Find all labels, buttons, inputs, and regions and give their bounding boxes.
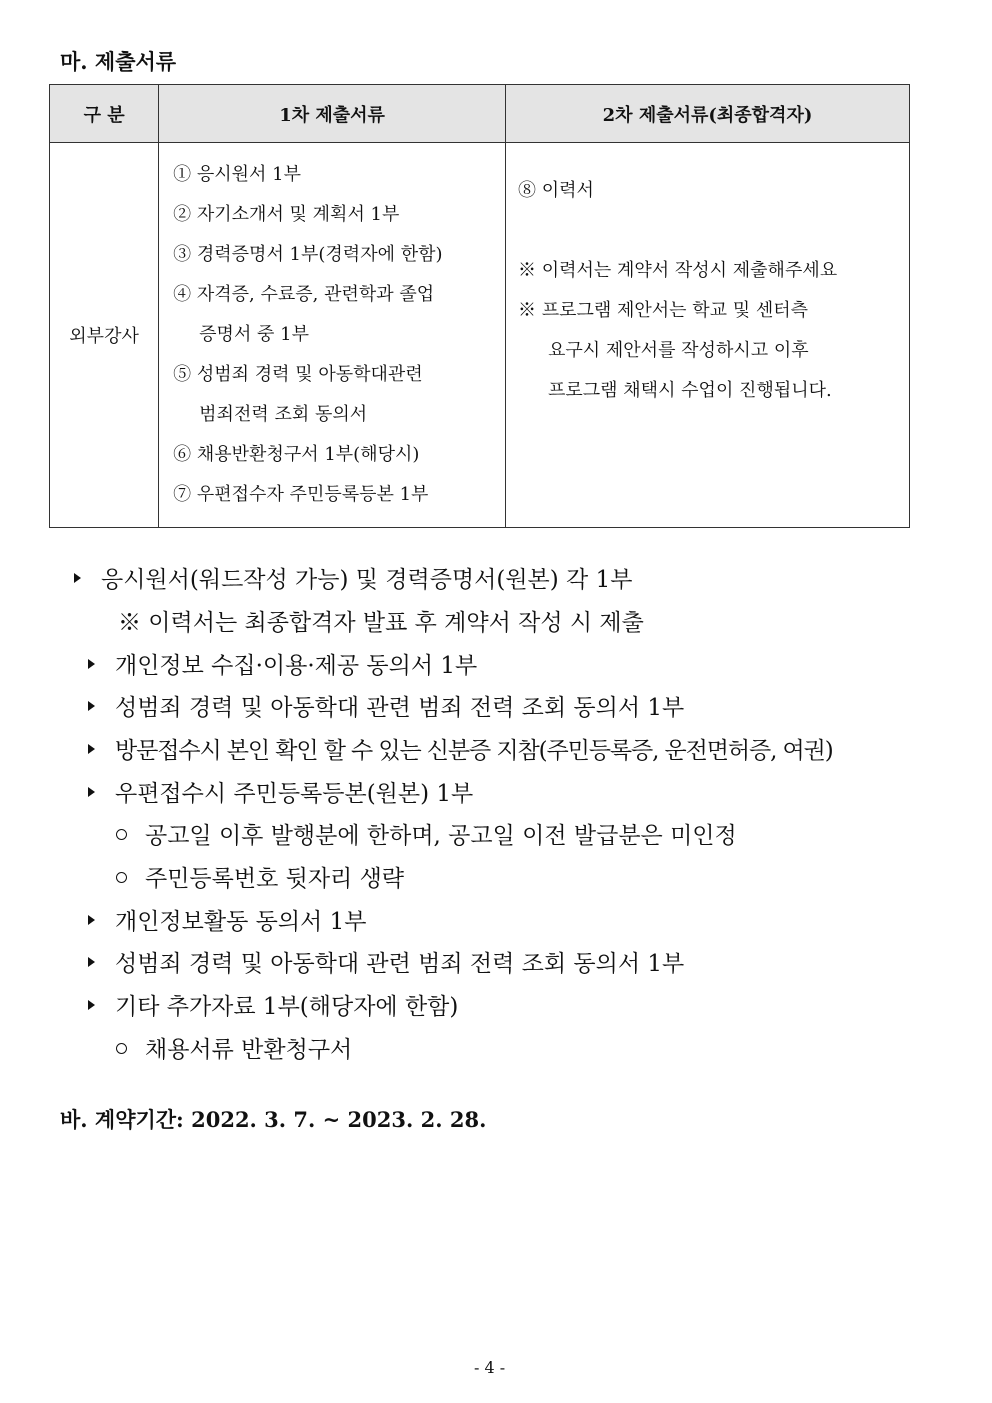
table-header-second-docs: 2차 제출서류(최종합격자) xyxy=(506,85,910,143)
triangle-bullet-icon xyxy=(88,701,95,711)
list-item-text: 공고일 이후 발행분에 한하며, 공고일 이전 발급분은 미인정 xyxy=(145,823,737,849)
list-item xyxy=(74,561,632,594)
list-item: ③ 경력증명서 1부(경력자에 한함) xyxy=(173,244,443,265)
list-item: ⑥ 채용반환청구서 1부(해당시) xyxy=(173,444,420,465)
note-continuation: 요구시 제안서를 작성하시고 이후 xyxy=(548,340,809,361)
list-item-text: 방문접수시 본인 확인 할 수 있는 신분증 지참(주민등록증, 운전면허증, 여권) xyxy=(115,738,833,764)
contract-period xyxy=(60,1104,486,1134)
list-item xyxy=(88,775,473,808)
list-item xyxy=(88,647,477,680)
note-item: ※ 프로그램 제안서는 학교 및 센터측 xyxy=(518,300,809,321)
triangle-bullet-icon xyxy=(88,744,95,754)
triangle-bullet-icon xyxy=(88,659,95,669)
table-header-first-docs: 1차 제출서류 xyxy=(159,85,506,143)
sub-list-item xyxy=(116,860,404,893)
row-label-external-lecturer: 외부강사 xyxy=(50,143,159,528)
table-header-row xyxy=(50,85,910,143)
list-item-text: 응시원서(워드작성 가능) 및 경력증명서(원본) 각 1부 xyxy=(101,567,633,593)
list-item-text: ※ 이력서는 최종합격자 발표 후 계약서 작성 시 제출 xyxy=(118,610,644,636)
list-item-text: 성범죄 경력 및 아동학대 관련 범죄 전력 조회 동의서 1부 xyxy=(115,951,685,977)
list-item-text: 우편접수시 주민등록등본(원본) 1부 xyxy=(115,781,474,807)
table-header-category: 구 분 xyxy=(50,85,159,143)
sub-list-item xyxy=(116,817,737,850)
section-title-documents: 마. 제출서류 xyxy=(60,49,177,74)
second-docs-cell xyxy=(506,143,910,528)
sub-list-item xyxy=(116,1031,352,1064)
page-number: - 4 - xyxy=(474,1358,506,1377)
list-item-text: 개인정보활동 동의서 1부 xyxy=(115,909,367,935)
list-item-text: 기타 추가자료 1부(해당자에 한함) xyxy=(115,994,459,1020)
contract-period-text: 바. 계약기간: 2022. 3. 7. ~ 2023. 2. 28. xyxy=(60,1107,487,1132)
triangle-bullet-icon xyxy=(88,1000,95,1010)
list-item: ② 자기소개서 및 계획서 1부 xyxy=(173,204,400,225)
triangle-bullet-icon xyxy=(88,957,95,967)
list-item-text: 성범죄 경력 및 아동학대 관련 범죄 전력 조회 동의서 1부 xyxy=(115,695,685,721)
list-item xyxy=(88,988,458,1021)
list-item: ⑤ 성범죄 경력 및 아동학대관련 xyxy=(173,364,423,385)
list-item xyxy=(88,903,366,936)
list-item-text: 채용서류 반환청구서 xyxy=(145,1037,353,1063)
note-item xyxy=(118,604,644,637)
documents-table xyxy=(49,84,910,528)
list-item-continuation: 범죄전력 조회 동의서 xyxy=(199,404,368,425)
triangle-bullet-icon xyxy=(74,573,81,583)
list-item-text: 주민등록번호 뒷자리 생략 xyxy=(145,866,405,892)
note-continuation: 프로그램 채택시 수업이 진행됩니다. xyxy=(548,380,832,401)
list-item xyxy=(88,732,833,765)
triangle-bullet-icon xyxy=(88,915,95,925)
note-item: ※ 이력서는 계약서 작성시 제출해주세요 xyxy=(518,260,838,281)
circle-bullet-icon xyxy=(116,829,127,840)
circle-bullet-icon xyxy=(116,872,127,883)
triangle-bullet-icon xyxy=(88,787,95,797)
list-item-text: 개인정보 수집·이용·제공 동의서 1부 xyxy=(115,653,478,679)
list-item-continuation: 증명서 중 1부 xyxy=(199,324,310,345)
list-item xyxy=(88,945,684,978)
list-item: ⑦ 우편접수자 주민등록등본 1부 xyxy=(173,484,429,505)
list-item xyxy=(88,689,684,722)
list-item: ⑧ 이력서 xyxy=(518,180,594,201)
list-item: ④ 자격증, 수료증, 관련학과 졸업 xyxy=(173,284,435,305)
circle-bullet-icon xyxy=(116,1043,127,1054)
spacer xyxy=(518,211,899,251)
first-docs-cell xyxy=(159,143,506,528)
table-row xyxy=(50,143,910,528)
list-item: ① 응시원서 1부 xyxy=(173,164,302,185)
